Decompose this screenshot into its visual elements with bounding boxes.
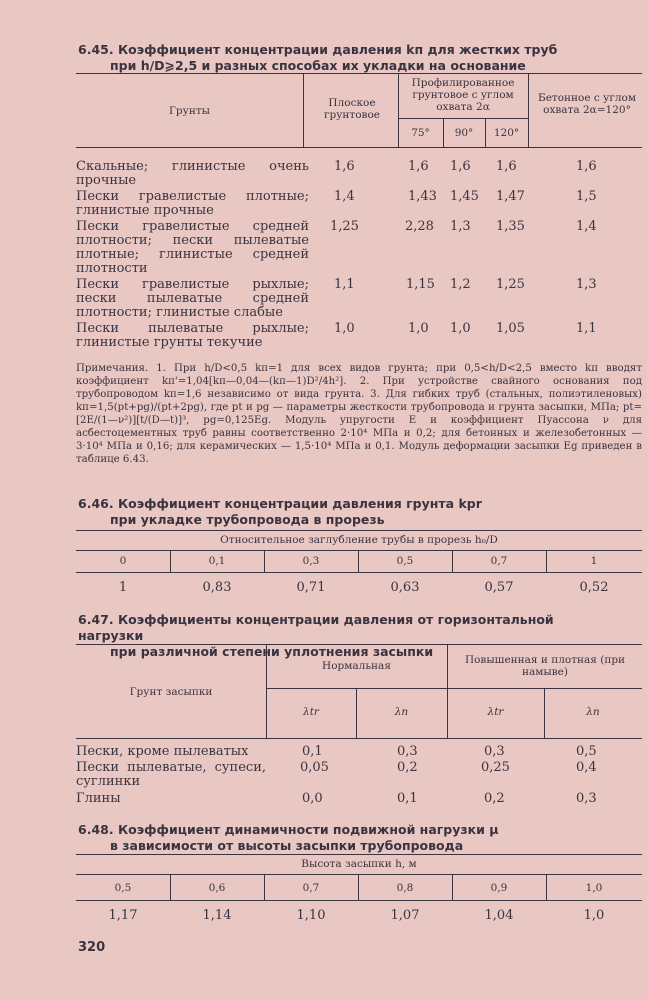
row-soil: Пески гравелистые плотные; глинистые прочные [76,189,309,218]
header-backfill-height: Высота засыпки h, м [301,858,417,870]
row-soil: Пески гравелистые средней плотности; пески пылеватые плотные; глинистые средней плотности [76,219,309,276]
header-concrete: Бетонное с углом охвата 2α=120° [538,92,636,116]
rule [398,118,528,119]
header-soil: Грунты [168,105,210,117]
table-6-46-title: 6.46. Коэффициент концентрации давления грунта kpr при укладке трубопровода в прорезь [78,496,482,527]
header-normal: Нормальная [322,660,391,672]
table-6-45-title: 6.45. Коэффициент концентрации давления kп для жестких труб при h/D⩾2,5 и разных способах их укладки на основание [78,42,558,73]
header-angle-90: 90° [454,127,474,139]
table-6-45-notes: Примечания. 1. При h/D<0,5 kп=1 для всех видов грунта; при 0,5<h/D<2,5 вместо kп вводят коэффициент kп'=1,04[kп—0,04—(kп—1)D²/4h²]. 2. При устройстве свайного основания под трубопроводом kп=1,6 независимо от вида грунта. 3. Для гибких труб (стальных, полиэтиленовых) kп=1,5(pt+pg)/(pt+2pg), где pt и pg — параметры жесткости трубопровода и грунта засыпки, МПа; pt=[2E/(1—ν²)][t/(D—t)]³, pg=0,125Eg. Модуль упругости E и коэффициент Пуассона ν для асбестоцементных труб равны соответственно 2·10⁴ МПа и 0,2; для бетонных и железобетонных — 3·10⁴ МПа и 0,16; для керамических — 1,5·10⁴ МПа и 0,1. Модуль деформации засыпки Eg приведен в таблице 6.43. [76,363,642,465]
row-soil: Пески гравелистые рыхлые; пески пылеватые средней плотности; глинистые слабые [76,277,309,320]
vline [303,73,304,147]
book-page: 6.45. Коэффициент концентрации давления kп для жестких труб при h/D⩾2,5 и разных способах их укладки на основание Грунты Плоское грунтовое Профилированное грунтовое с углом охвата 2α 75° 90° 120° Бетонное с углом охвата 2α=120° Скальные; глинистые очень прочные 1,6 1,6 1,6 1,6 1,6 Пески гравелистые плотные; глинистые прочные 1,4 1,43 1,45 1,47 1,5 Пески гравелистые средней плотности; пески пылеватые плотные; глинистые средней плотности 1,25 2,28 1,3 1,35 1,4 Пески гравелистые рыхлые; пески пылеватые средней плотности; глинистые слабые 1,1 1,15 1,2 1,25 1,3 Пески пылеватые рыхлые; глинистые грунты текучие 1,0 1,0 1,0 1,05 1,1 Примечания. 1. При h/D<0,5 kп=1 для всех видов грунта; при 0,5<h/D<2,5 вместо kп вводят коэффициент kп'=1,04[kп—0,04—(kп—1)D²/4h²]. 2. При устройстве свайного основания под трубопроводом kп=1,6 независимо от вида грунта. 3. Для гибких труб (стальных, полиэтиленовых) kп=1,5(pt+pg)/(pt+2pg), где pt и pg — параметры жесткости трубопровода и грунта засыпки, МПа; pt=[2E/(1—ν²)][t/(D—t)]³, pg=0,125Eg. Модуль упругости E и коэффициент Пуассона ν для асбестоцементных труб равны соответственно 2·10⁴ МПа и 0,2; для бетонных и железобетонных — 3·10⁴ МПа и 0,16; для керамических — 1,5·10⁴ МПа и 0,1. Модуль деформации засыпки Eg приведен в таблице 6.43. 6.46. Коэффициент концентрации давления грунта kpr при укладке трубопровода в прорезь Относительное заглубление трубы в прорезь h₀/D 0 0,1 0,3 0,5 0,7 1 1 0,83 0,71 0,63 0,57 0,52 6.47. Коэффициенты концентрации давления от горизонтальной нагрузки при различной степени уплотнения засыпки Грунт засыпки Нормальная Повышенная и плотная (при намыве) λtr λn λtr λn Пески, кроме пылеватых 0,1 0,3 0,3 0,5 Пески пылеватые, супеси, суглинки 0,05 0,2 0,25 0,4 Глины 0,0 0,1 0,2 0,3 6.48. Коэффициент динамичности подвижной нагрузки μ в зависимости от высоты засыпки трубопровода Высота засыпки h, м 0,5 0,6 0,7 0,8 0,9 1,0 1,17 1,14 1,10 1,07 1,04 1,0 320 [76,42,642,955]
header-angle-75: 75° [411,127,430,139]
header-backfill-soil: Грунт засыпки [129,686,213,698]
table-6-48-title: 6.48. Коэффициент динамичности подвижной нагрузки μ в зависимости от высоты засыпки трубопровода [78,822,499,853]
header-profiled: Профилированное грунтовое с углом охвата 2α [411,77,515,113]
rule [76,73,642,74]
header-angle-120: 120° [493,127,520,139]
page-number: 320 [78,940,106,955]
header-relative-depth: Относительное заглубление трубы в прорезь h₀/D [220,534,498,546]
vline [528,73,529,147]
row-soil: Пески пылеватые рыхлые; глинистые грунты текучие [76,321,309,350]
rule [76,147,642,148]
table-6-47-title: 6.47. Коэффициенты концентрации давления от горизонтальной нагрузки при различной степени уплотнения засыпки [78,612,554,659]
header-high: Повышенная и плотная (при намыве) [464,654,626,678]
row-soil: Скальные; глинистые очень прочные [76,159,309,188]
header-flat: Плоское грунтовое [324,97,380,121]
